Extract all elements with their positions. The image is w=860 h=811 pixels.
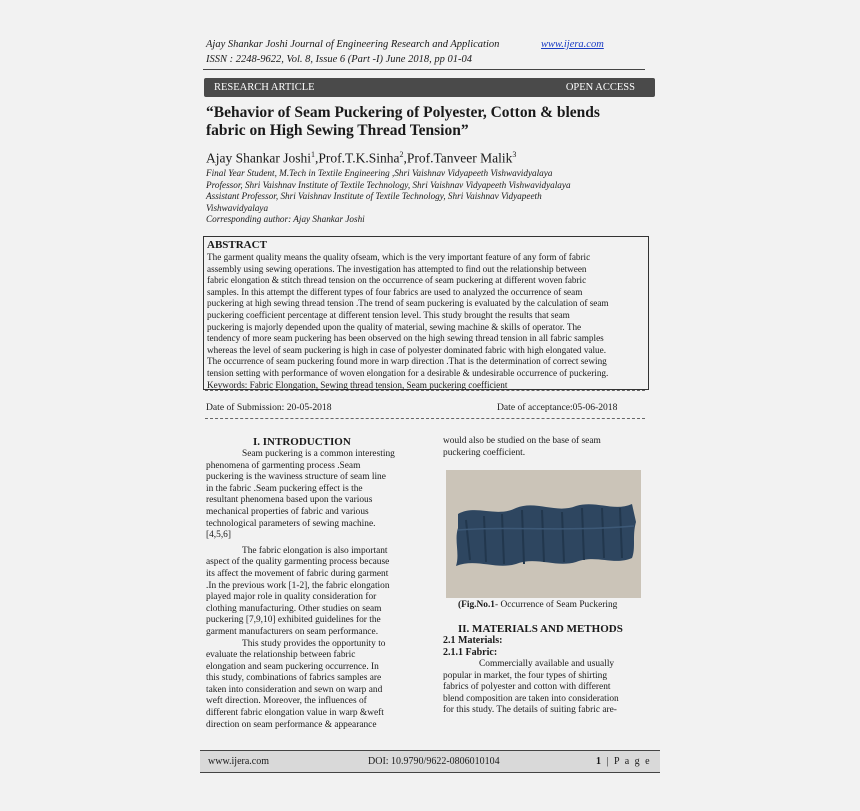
- figure-caption-text: - Occurrence of Seam Puckering: [494, 600, 618, 610]
- intro-line: [4,5,6]: [206, 530, 231, 541]
- journal-website-link[interactable]: www.ijera.com: [541, 39, 604, 50]
- intro-line: its affect the movement of fabric during garment: [206, 568, 389, 579]
- journal-name: Ajay Shankar Joshi Journal of Engineering Research and Application: [206, 39, 500, 50]
- intro-line: taken into consideration and sewn on warp and: [206, 684, 383, 695]
- abstract-line: assembly using sewing operations. The investigation has attempted to find out the relationship between: [207, 263, 587, 274]
- methods-text: [443, 659, 644, 717]
- article-type-banner: [204, 78, 655, 97]
- fabric-subheading: 2.1.1 Fabric:: [443, 647, 498, 658]
- methods-line: blend composition are taken into consideration: [443, 693, 619, 704]
- dashed-separator-top: [205, 390, 645, 391]
- abstract-line: whereas the level of seam puckering is high in case of polyester dominated fabric with high elongated value.: [207, 344, 607, 355]
- abstract-line: puckering coefficient percentage at different tension level. This study brought the results that seam: [207, 309, 570, 320]
- abstract-text: [207, 252, 644, 391]
- methods-line: fabrics of polyester and cotton with different: [443, 682, 611, 693]
- intro-line: different fabric elongation value in warp &weft: [206, 708, 384, 719]
- intro-line: phenomena of garmenting process .Seam: [206, 460, 361, 471]
- introduction-heading: I. INTRODUCTION: [253, 436, 351, 448]
- right-column-top-text: [443, 436, 644, 459]
- abstract-line: tension setting with performance of woven elongation for a desirable & undesirable occurrence of puckering.: [207, 367, 609, 378]
- author-2: ,Prof.T.K.Sinha: [315, 150, 400, 166]
- methods-line: for this study. The details of suiting fabric are-: [443, 705, 617, 716]
- intro-line: weft direction. Moreover, the influences of: [206, 696, 367, 707]
- research-article-label: RESEARCH ARTICLE: [214, 82, 315, 93]
- abstract-line: The occurrence of seam puckering found more in warp direction .That is the determination of correct sewing: [207, 356, 607, 367]
- intro-line: .In the previous work [1-2], the fabric elongation: [206, 580, 390, 591]
- intro-line: puckering [7,9,10] exhibited guidelines for the: [206, 615, 381, 626]
- affiliation-line: Professor, Shri Vaishnav Institute of Textile Technology, Shri Vaishnav Vidyapeeth Vishwavidyalaya: [206, 179, 571, 190]
- paper-title: [206, 104, 646, 140]
- footer-website[interactable]: www.ijera.com: [208, 756, 269, 767]
- abstract-line: puckering at high sewing thread tension .The trend of seam puckering is evaluated by the calculation of seam: [207, 298, 609, 309]
- intro-line: technological parameters of sewing machine.: [206, 518, 376, 529]
- abstract-line: tendency of more seam puckering has been observed on the high sewing thread tension in all fabric samples: [207, 333, 604, 344]
- intro-line: direction on seam performance & appearance: [206, 719, 377, 730]
- keywords-line: Keywords: Fabric Elongation, Sewing thread tension, Seam puckering coefficient: [207, 379, 508, 390]
- issn-line: ISSN : 2248-9622, Vol. 8, Issue 6 (Part -I) June 2018, pp 01-04: [206, 54, 472, 65]
- intro-line: clothing manufacturing. Other studies on seam: [206, 603, 382, 614]
- right-line: puckering coefficient.: [443, 447, 526, 458]
- intro-line: aspect of the quality garmenting process because: [206, 557, 390, 568]
- affiliation-line: Final Year Student, M.Tech in Textile Engineering ,Shri Vaishnav Vidyapeeth Vishwavidyalaya: [206, 168, 553, 178]
- affiliation-line: Assistant Professor, Shri Vaishnav Institute of Textile Technology, Shri Vaishnav Vidyapeeth: [206, 191, 542, 202]
- figure-caption: [458, 600, 617, 610]
- abstract-heading: ABSTRACT: [207, 239, 267, 251]
- submission-date: Date of Submission: 20-05-2018: [206, 402, 332, 413]
- intro-line: elongation and seam puckering occurrence. In: [206, 661, 379, 672]
- intro-line: puckering is the waviness structure of seam line: [206, 472, 386, 483]
- affiliations: [206, 168, 646, 226]
- abstract-box: [203, 236, 649, 390]
- intro-line: This study provides the opportunity to: [242, 638, 386, 649]
- right-line: would also be studied on the base of seam: [443, 436, 601, 446]
- author-2-affil: 2: [399, 150, 404, 159]
- abstract-line: fabric elongation & stitch thread tension on the occurrence of seam puckering at different woven fabric: [207, 275, 587, 286]
- abstract-line: puckering is majorly depended upon the quality of material, sewing machine & skills of operator. The: [207, 321, 582, 332]
- author-list: [206, 150, 516, 167]
- affiliation-line: Vishwavidyalaya: [206, 202, 269, 213]
- fabric-sample-image: [446, 470, 641, 598]
- author-3-affil: 3: [512, 150, 517, 159]
- page-footer: [200, 750, 660, 773]
- dashed-separator-bottom: [205, 418, 645, 419]
- title-line-1: “Behavior of Seam Puckering of Polyester, Cotton & blends: [206, 104, 600, 121]
- footer-doi: DOI: 10.9790/9622-0806010104: [368, 756, 500, 767]
- abstract-line: The garment quality means the quality ofseam, which is the very important feature of any form of fabric: [207, 252, 591, 262]
- footer-page-number: [596, 756, 651, 767]
- intro-line: this study, combinations of fabrics samples are: [206, 673, 382, 684]
- intro-line: mechanical properties of fabric and various: [206, 506, 369, 517]
- author-3: ,Prof.Tanveer Malik: [403, 150, 513, 166]
- page-number: 1: [596, 756, 603, 767]
- intro-line: garment manufacturers on seam performance.: [206, 626, 379, 637]
- acceptance-date: Date of acceptance:05-06-2018: [497, 402, 618, 413]
- intro-line: Seam puckering is a common interesting: [242, 449, 395, 459]
- materials-subheading: 2.1 Materials:: [443, 635, 503, 646]
- methods-line: popular in market, the four types of shirting: [443, 670, 608, 681]
- methods-line: Commercially available and usually: [479, 659, 615, 669]
- introduction-text: [206, 449, 407, 731]
- seam-puckering-photo: [446, 470, 641, 598]
- page-label: | P a g e: [602, 756, 652, 767]
- figure-number: (Fig.No.1: [458, 600, 495, 610]
- methods-heading: II. MATERIALS AND METHODS: [458, 623, 623, 635]
- title-line-2: fabric on High Sewing Thread Tension”: [206, 122, 469, 139]
- intro-line: evaluate the relationship between fabric: [206, 650, 356, 661]
- intro-line: The fabric elongation is also important: [242, 545, 388, 556]
- corresponding-author: Corresponding author: Ajay Shankar Joshi: [206, 214, 365, 225]
- open-access-label: OPEN ACCESS: [565, 82, 635, 93]
- intro-line: in the fabric .Seam puckering effect is the: [206, 483, 363, 494]
- author-1-affil: 1: [311, 150, 315, 159]
- author-1: Ajay Shankar Joshi: [206, 150, 311, 166]
- intro-line: played major role in quality consideration for: [206, 592, 377, 603]
- header-rule: [203, 69, 645, 70]
- abstract-line: samples. In this attempt the different types of four fabrics are used to analyzed the occurrence of seam: [207, 286, 583, 297]
- intro-line: resultant phenomena based upon the various: [206, 495, 373, 506]
